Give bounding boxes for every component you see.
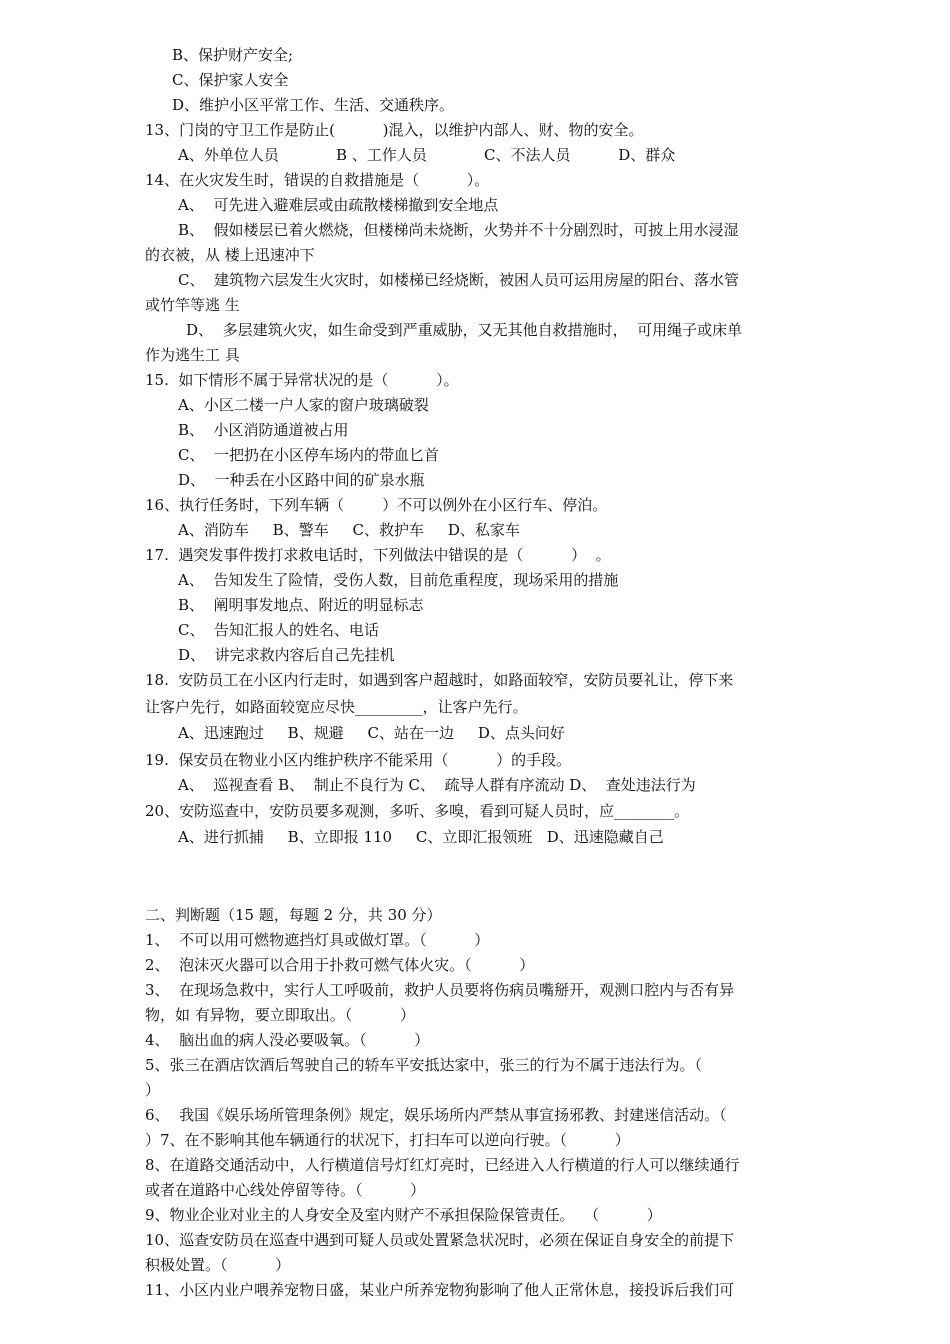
question-19: 19. 保安员在物业小区内维护秩序不能采用（ ）的手段。 xyxy=(145,751,572,769)
question-14: 14、在火灾发生时，错误的自救措施是（ ）。 xyxy=(145,171,490,189)
question-13: 13、门岗的守卫工作是防止( )混入，以维护内部人、财、物的安全。 xyxy=(145,121,644,139)
judge-8-cont: 或者在道路中心线处停留等待。（ ） xyxy=(145,1181,426,1199)
option-17c: C、 告知汇报人的姓名、电话 xyxy=(178,621,380,639)
judge-4: 4、 脑出血的病人没必要吸氧。（ ） xyxy=(145,1031,430,1049)
options-20: A、进行抓捕 B、立即报 110 C、立即汇报领班 D、迅速隐藏自己 xyxy=(178,828,664,846)
option-15a: A、小区二楼一户人家的窗户玻璃破裂 xyxy=(178,396,429,414)
option-17d: D、 讲完求救内容后自己先挂机 xyxy=(178,646,395,664)
option-line: D、维护小区平常工作、生活、交通秩序。 xyxy=(172,96,455,114)
option-14d: D、 多层建筑火灾，如生命受到严重威胁，又无其他自救措施时， 可用绳子或床单 xyxy=(186,321,743,339)
option-14c: C、 建筑物六层发生火灾时，如楼梯已经烧断，被困人员可运用房屋的阳台、落水管 xyxy=(178,271,740,289)
option-17b: B、 阐明事发地点、附近的明显标志 xyxy=(178,596,424,614)
option-line: C、保护家人安全 xyxy=(172,71,289,89)
option-14d-cont: 作为逃生工 具 xyxy=(145,346,240,364)
option-14b: B、 假如楼层已着火燃烧，但楼梯尚未烧断，火势并不十分剧烈时，可披上用水浸湿 xyxy=(178,221,739,239)
question-16: 16、执行任务时，下列车辆（ ）不可以例外在小区行车、停泊。 xyxy=(145,496,608,514)
question-17: 17. 遇突发事件拨打求救电话时，下列做法中错误的是（ ） 。 xyxy=(145,546,611,564)
question-15: 15. 如下情形不属于异常状况的是（ ）。 xyxy=(145,371,459,389)
judge-3-cont: 物，如 有异物，要立即取出。（ ） xyxy=(145,1006,415,1024)
question-18: 18. 安防员工在小区内行走时，如遇到客户超越时，如路面较窄，安防员要礼让，停下来 xyxy=(145,671,734,689)
options-13: A、外单位人员 B 、工作人员 C、不法人员 D、群众 xyxy=(178,146,676,164)
options-16: A、消防车 B、警车 C、救护车 D、私家车 xyxy=(178,521,520,539)
question-20: 20、安防巡查中，安防员要多观测，多听、多嗅，看到可疑人员时，应________。 xyxy=(145,802,690,820)
judge-10: 10、巡查安防员在巡查中遇到可疑人员或处置紧急状况时，必须在保证自身安全的前提下 xyxy=(145,1231,735,1249)
options-18: A、迅速跑过 B、规避 C、站在一边 D、点头问好 xyxy=(178,724,565,742)
option-14c-cont: 或竹竿等逃 生 xyxy=(145,296,240,314)
judge-8: 8、在道路交通活动中，人行横道信号灯红灯亮时，已经进入人行横道的行人可以继续通行 xyxy=(145,1156,740,1174)
option-17a: A、 告知发生了险情，受伤人数，目前危重程度，现场采用的措施 xyxy=(178,571,619,589)
judge-5: 5、张三在酒店饮酒后驾驶自己的轿车平安抵达家中，张三的行为不属于违法行为。（ xyxy=(145,1056,703,1074)
section-heading-judgement: 二、判断题（15 题，每题 2 分，共 30 分） xyxy=(145,906,442,924)
judge-5-cont: ） xyxy=(145,1081,161,1099)
judge-1: 1、 不可以用可燃物遮挡灯具或做灯罩。（ ） xyxy=(145,931,490,949)
option-15b: B、 小区消防通道被占用 xyxy=(178,421,349,439)
judge-6: 6、 我国《娱乐场所管理条例》规定，娱乐场所内严禁从事宣扬邪教、封建迷信活动。（ xyxy=(145,1106,727,1124)
option-14a: A、 可先进入避难层或由疏散楼梯撤到安全地点 xyxy=(178,196,499,214)
options-19: A、 巡视查看 B、 制止不良行为 C、 疏导人群有序流动 D、 查处违法行为 xyxy=(178,776,696,794)
option-15d: D、 一种丢在小区路中间的矿泉水瓶 xyxy=(178,471,425,489)
option-14b-cont: 的衣被，从 楼上迅速冲下 xyxy=(145,246,315,264)
option-line: B、保护财产安全; xyxy=(172,46,294,64)
judge-6-7: ）7、在不影响其他车辆通行的状况下，打扫车可以逆向行驶。（ ） xyxy=(145,1131,630,1149)
judge-3: 3、 在现场急救中，实行人工呼吸前，救护人员要将伤病员嘴掰开，观测口腔内与否有异 xyxy=(145,981,735,999)
question-18-cont: 让客户先行，如路面较宽应尽快_________，让客户先行。 xyxy=(145,698,528,716)
judge-9: 9、物业企业对业主的人身安全及室内财产不承担保险保管责任。 （ ） xyxy=(145,1206,662,1224)
judge-11: 11、小区内业户喂养宠物日盛，某业户所养宠物狗影响了他人正常休息，接投诉后我们可 xyxy=(145,1281,735,1299)
option-15c: C、 一把扔在小区停车场内的带血匕首 xyxy=(178,446,440,464)
judge-10-cont: 积极处置。（ ） xyxy=(145,1256,291,1274)
judge-2: 2、 泡沫灭火器可以合用于扑救可燃气体火灾。（ ） xyxy=(145,956,535,974)
